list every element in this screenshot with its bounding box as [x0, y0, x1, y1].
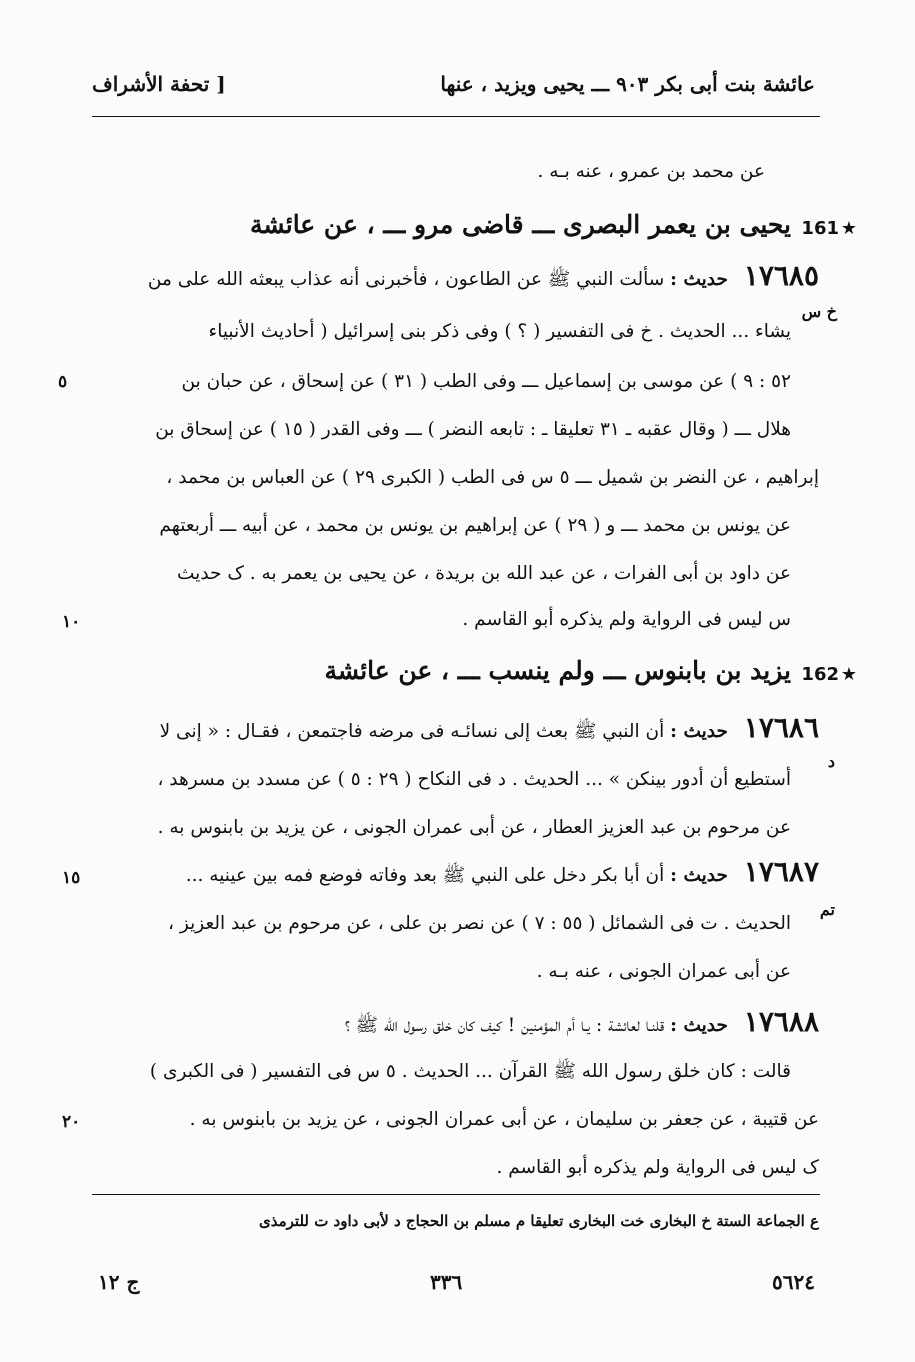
section-title-161: يحيى بن يعمر البصرى ـــ قاضى مرو ـــ ، عن عائشة: [250, 210, 791, 239]
hadith-text: قلنـا لعائشة : يـا أم المؤمنين ! كيف كان خلق رسول الله ﷺ ؟: [344, 1015, 665, 1036]
hadith-label: حديث :: [670, 269, 728, 290]
hadith-line: إبراهيم ، عن النضر بن شميل ـــ ٥ س فى الطب ( الكبرى ٢٩ ) عن العباس بن محمد ،: [166, 467, 819, 488]
page-number: ٣٣٦: [430, 1270, 463, 1294]
running-header-title: عائشة بنت أبى بكر ٩٠٣ ـــ يحيى ويزيد ، عنها: [440, 72, 815, 96]
hadith-label: حديث :: [670, 865, 728, 886]
hadith-label: حديث :: [670, 1015, 728, 1036]
hadith-17686-first-line: [159, 711, 819, 744]
footer-code: ٥٦٢٤: [772, 1270, 815, 1294]
hadith-line: عن أبى عمران الجونى ، عنه بـه .: [536, 961, 791, 982]
footer-rule: [92, 1194, 820, 1195]
hadith-number: ١٧٦٨٧: [743, 855, 819, 888]
running-header-book: [ تحفة الأشراف: [92, 72, 226, 96]
section-number-162: 162: [801, 664, 839, 685]
margin-line-number-5: ٥: [58, 372, 68, 392]
intro-line: عن محمد بن عمرو ، عنه بـه .: [537, 161, 765, 182]
hadith-label: حديث :: [670, 721, 728, 742]
section-title-162: يزيد بن بابنوس ـــ ولم ينسب ـــ ، عن عائشة: [324, 656, 791, 685]
margin-siglum-t: تم: [819, 900, 835, 919]
hadith-text: أن النبي ﷺ بعث إلى نسائـه فى مرضه فاجتمعن ، فقـال : « إنى لا: [159, 721, 665, 742]
hadith-line: هلال ـــ ( وقال عقبه ـ ٣١ تعليقا ـ : تابعه النضر ) ـــ وفى القدر ( ١٥ ) عن إسحاق بن: [155, 419, 791, 440]
hadith-line: أستطيع أن أدور بينكن » ... الحديث . د فى النكاح ( ٢٩ : ٥ ) عن مسدد بن مسرهد ،: [157, 769, 791, 790]
section-star: ★: [840, 664, 857, 685]
hadith-line: ٥٢ : ٩ ) عن موسى بن إسماعيل ـــ وفى الطب ( ٣١ ) عن إسحاق ، عن حبان بن: [181, 371, 791, 392]
hadith-text: أن أبا بكر دخل على النبي ﷺ بعد وفاته فوضع فمه بين عينيه ...: [185, 865, 665, 886]
section-number-161: 161: [801, 218, 839, 239]
section-star: ★: [840, 218, 857, 239]
margin-line-number-10: ١٠: [62, 612, 81, 632]
hadith-number: ١٧٦٨٦: [743, 711, 819, 744]
hadith-17688-first-line: [344, 1005, 819, 1038]
hadith-number: ١٧٦٨٨: [743, 1005, 819, 1038]
header-rule: [92, 116, 820, 117]
hadith-number: ١٧٦٨٥: [743, 259, 819, 292]
hadith-line: عن داود بن أبى الفرات ، عن عبد الله بن بريدة ، عن يحيى بن يعمر به . ک حديث: [177, 563, 791, 584]
margin-line-number-20: ٢٠: [62, 1112, 81, 1132]
hadith-line: قالت : كان خلق رسول الله ﷺ القرآن ... الحديث . ٥ س فى التفسير ( فى الكبرى ): [149, 1061, 791, 1082]
footer-legend: ع الجماعة الستة خ البخارى خت البخارى تعليقا م مسلم بن الحجاج د لأبى داود ت للترمذى: [259, 1212, 819, 1230]
hadith-17685-first-line: [147, 259, 819, 292]
hadith-text: سألت النبي ﷺ عن الطاعون ، فأخبرنى أنه عذاب يبعثه الله على من: [147, 269, 665, 290]
volume-number: ج ١٢: [98, 1270, 140, 1294]
hadith-line: ک ليس فى الرواية ولم يذكره أبو القاسم .: [496, 1157, 819, 1178]
hadith-line: س ليس فى الرواية ولم يذكره أبو القاسم .: [462, 609, 791, 630]
hadith-line: الحديث . ت فى الشمائل ( ٥٥ : ٧ ) عن نصر بن على ، عن مرحوم بن عبد العزيز ،: [168, 913, 791, 934]
hadith-line: عن مرحوم بن عبد العزيز العطار ، عن أبى عمران الجونى ، عن يزيد بن بابنوس به .: [157, 817, 791, 838]
hadith-line: عن قتيبة ، عن جعفر بن سليمان ، عن أبى عمران الجونى ، عن يزيد بن بابنوس به .: [189, 1109, 819, 1130]
hadith-line: عن يونس بن محمد ـــ و ( ٢٩ ) عن إبراهيم بن يونس بن محمد ، عن أبيه ـــ أربعتهم: [159, 515, 791, 536]
margin-siglum-d: د: [827, 752, 835, 771]
hadith-line: يشاء ... الحديث . خ فى التفسير ( ؟ ) وفى ذكر بنى إسرائيل ( أحاديث الأنبياء: [208, 321, 791, 342]
margin-siglum-khs: خ س: [801, 302, 837, 321]
margin-line-number-15: ١٥: [62, 868, 81, 888]
hadith-17687-first-line: [185, 855, 819, 888]
